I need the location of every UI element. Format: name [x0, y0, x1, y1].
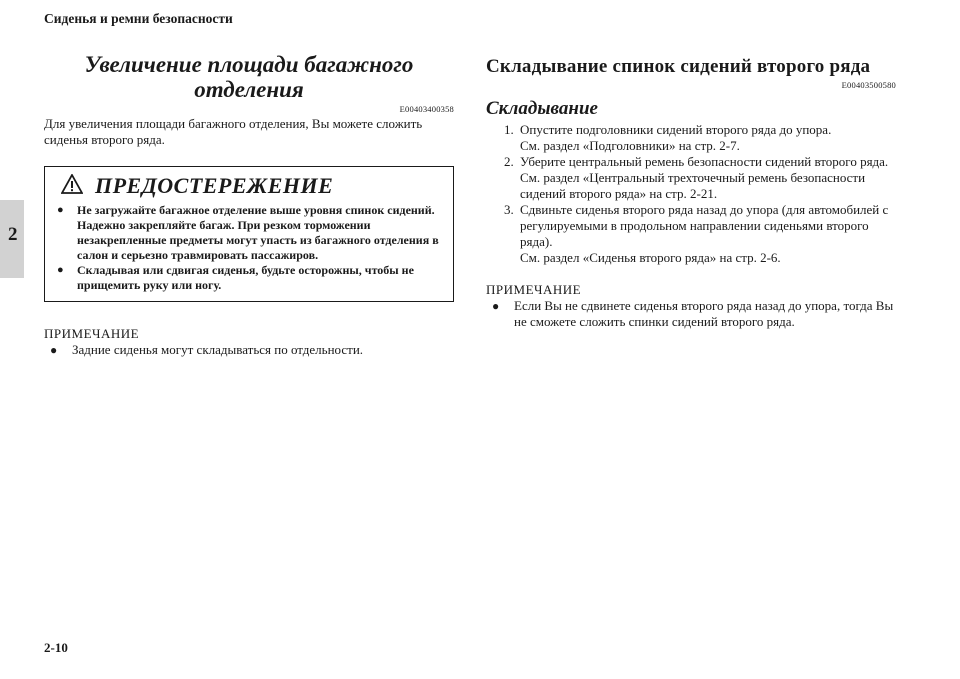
note-label: ПРИМЕЧАНИЕ	[44, 326, 140, 341]
bullet-icon: ●	[57, 204, 64, 216]
page-number: 2-10	[44, 640, 68, 655]
step-number: 3.	[504, 202, 514, 217]
step-list	[486, 122, 896, 266]
warning-triangle-icon	[61, 174, 83, 199]
step-item	[504, 154, 896, 202]
subsection-title: Складывание	[486, 98, 598, 119]
step-number: 1.	[504, 122, 514, 137]
step-text: Уберите центральный ремень безопасности сидений второго ряда.	[520, 154, 889, 169]
note-label: ПРИМЕЧАНИЕ	[486, 282, 582, 297]
bullet-icon: ●	[57, 264, 64, 276]
step-number: 2.	[504, 154, 514, 169]
warning-item-text: Не загружайте багажное отделение выше уровня спинок сидений. Надежно закрепляйте багаж. При резком торможении незакрепленные предметы могут упасть из багажного отделения в салон и серьезно травмировать пассажиров.	[77, 203, 439, 262]
note-item	[44, 342, 454, 358]
step-text: Опустите подголовники сидений второго ряда до упора.	[520, 122, 832, 137]
warning-header	[55, 173, 443, 199]
section-code: E00403500580	[841, 80, 896, 90]
bullet-icon: ●	[492, 299, 500, 313]
running-header: Сиденья и ремни безопасности	[44, 11, 233, 26]
section-title-cargo	[44, 52, 454, 102]
right-column	[486, 56, 896, 330]
warning-title: ПРЕДОСТЕРЕЖЕНИЕ	[95, 173, 334, 198]
section-title-line2: отделения	[194, 77, 304, 102]
left-column	[44, 52, 454, 358]
warning-item-text: Складывая или сдвигая сиденья, будьте осторожны, чтобы не прищемить руку или ногу.	[77, 263, 414, 292]
step-text: Сдвиньте сиденья второго ряда назад до упора (для автомобилей с регулируемыми в продольном направлении сиденьями второго ряда).	[520, 202, 889, 249]
bullet-icon: ●	[50, 343, 58, 357]
section-code: E00403400358	[399, 104, 454, 114]
note-text: Если Вы не сдвинете сиденья второго ряда назад до упора, тогда Вы не сможете сложить спинки сидений второго ряда.	[514, 298, 894, 329]
intro-paragraph: Для увеличения площади багажного отделения, Вы можете сложить сиденья второго ряда.	[44, 116, 423, 147]
warning-box	[44, 166, 454, 302]
warning-list	[55, 203, 443, 293]
chapter-number: 2	[8, 224, 18, 245]
step-item	[504, 122, 896, 154]
step-item	[504, 202, 896, 266]
warning-item	[55, 263, 443, 293]
step-reference: См. раздел «Сиденья второго ряда» на стр. 2-6.	[520, 250, 781, 265]
note-item	[486, 298, 896, 330]
section-title-line1: Увеличение площади багажного	[84, 52, 414, 77]
step-reference: См. раздел «Подголовники» на стр. 2-7.	[520, 138, 740, 153]
section-title-folding: Складывание спинок сидений второго ряда	[486, 56, 871, 77]
chapter-tab	[0, 200, 24, 278]
step-reference: См. раздел «Центральный трехточечный ремень безопасности сидений второго ряда» на стр. 2-21.	[520, 170, 866, 201]
note-text: Задние сиденья могут складываться по отдельности.	[72, 342, 364, 357]
warning-item	[55, 203, 443, 263]
